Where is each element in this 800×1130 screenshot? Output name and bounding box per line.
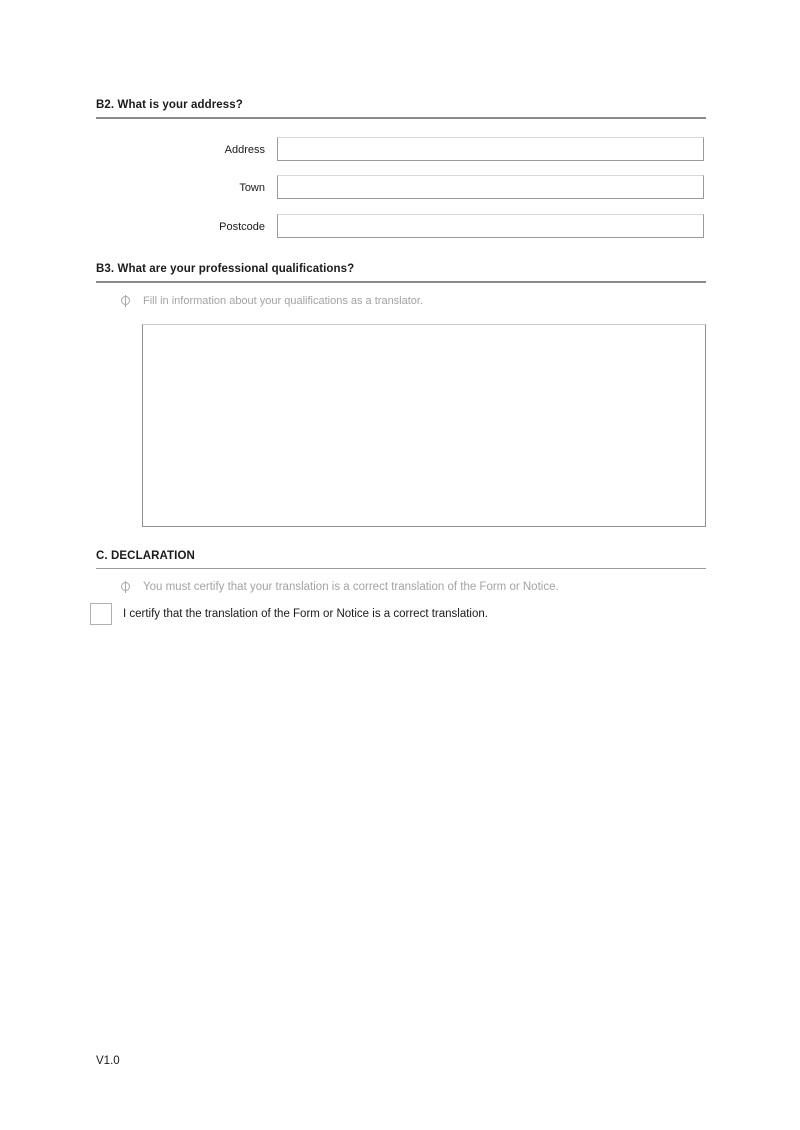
- town-input[interactable]: [277, 175, 704, 199]
- town-label: Town: [239, 182, 265, 194]
- info-icon: [120, 295, 133, 308]
- field-row-town: [96, 175, 706, 201]
- postcode-input[interactable]: [277, 214, 704, 238]
- section-b2: [96, 98, 706, 119]
- c-hint-text: You must certify that your translation is a correct translation of the Form or Notice.: [143, 581, 559, 593]
- document-version: V1.0: [96, 1055, 120, 1067]
- c-hint: [120, 580, 559, 594]
- declaration-checkbox[interactable]: [90, 603, 112, 625]
- declaration-checkbox-label: I certify that the translation of the Form or Notice is a correct translation.: [123, 608, 488, 620]
- section-c: [96, 549, 706, 569]
- section-b2-heading: B2. What is your address?: [96, 99, 243, 111]
- section-b3-heading: B3. What are your professional qualifications?: [96, 263, 355, 275]
- section-b2-divider: [96, 117, 706, 119]
- section-b3-divider: [96, 281, 706, 283]
- b3-hint-text: Fill in information about your qualifications as a translator.: [143, 295, 424, 307]
- section-c-divider: [96, 568, 706, 569]
- section-c-heading: C. DECLARATION: [96, 550, 195, 562]
- info-icon: [120, 581, 133, 594]
- section-b3: [96, 262, 706, 283]
- qualifications-textarea[interactable]: [142, 324, 706, 527]
- postcode-label: Postcode: [219, 221, 265, 233]
- address-input[interactable]: [277, 137, 704, 161]
- b3-hint: [120, 294, 423, 308]
- field-row-postcode: [96, 214, 706, 240]
- field-row-address: [96, 137, 706, 163]
- declaration-row: [90, 603, 488, 625]
- address-label: Address: [224, 144, 265, 156]
